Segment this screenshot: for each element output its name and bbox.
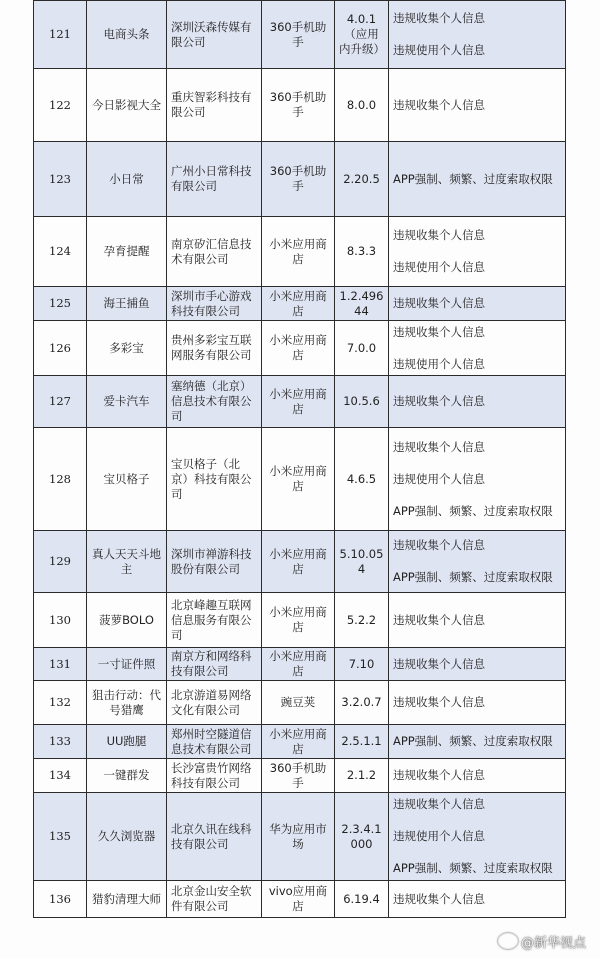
app-store-cell: [262, 1, 335, 69]
issue-item: 违规收集个人信息: [393, 695, 485, 709]
row-number: 134: [49, 768, 71, 782]
app-store: 360手机助手: [269, 19, 327, 49]
issue-item: 违规收集个人信息: [393, 11, 485, 25]
app-name: 电商头条: [103, 27, 150, 41]
row-number: 128: [49, 471, 71, 486]
app-version-cell: [335, 287, 389, 321]
table-row: [34, 725, 566, 759]
table-row: [34, 593, 566, 648]
issues-cell: [389, 1, 566, 69]
app-name-cell: [87, 793, 167, 881]
app-name-cell: [87, 759, 167, 793]
table-row: [34, 428, 566, 531]
app-name: 今日影视大全: [92, 97, 161, 112]
app-version: 2.20.5: [343, 171, 380, 186]
app-version: 4.0.1（应用内升级）: [339, 12, 385, 56]
app-name-cell: [87, 531, 167, 593]
issue-item: 违规收集个人信息: [393, 891, 485, 906]
app-name: 海王捕鱼: [103, 296, 150, 310]
app-name-cell: [87, 287, 167, 321]
app-name: 多彩宝: [109, 340, 144, 355]
app-name: 久久浏览器: [97, 829, 156, 843]
developer-name: 贵州多彩宝互联网服务有限公司: [171, 333, 252, 362]
issue-item: 违规收集个人信息: [393, 797, 485, 811]
app-version-cell: [335, 793, 389, 881]
issue-item: 违规收集个人信息: [393, 97, 485, 112]
developer-name: 南京矽汇信息技术有限公司: [171, 236, 252, 266]
row-number-cell: [34, 759, 87, 793]
issues-cell: [389, 69, 566, 142]
row-number: 122: [49, 97, 71, 112]
table-row: [34, 321, 566, 376]
app-name-cell: [87, 142, 167, 217]
row-number-cell: [34, 593, 87, 648]
issue-item: 违规使用个人信息: [393, 471, 485, 486]
app-version: 2.3.4.1000: [341, 821, 382, 851]
issues-cell: [389, 593, 566, 648]
app-store-cell: [262, 142, 335, 217]
app-store-cell: [262, 681, 335, 725]
table-row: [34, 531, 566, 593]
issues-cell: [389, 428, 566, 531]
app-name-cell: [87, 1, 167, 69]
issues-cell: [389, 881, 566, 918]
developer-name-cell: [167, 287, 262, 321]
app-name-cell: [87, 321, 167, 376]
developer-name: 长沙富贵竹网络科技有限公司: [171, 760, 252, 790]
app-store-cell: [262, 759, 335, 793]
row-number-cell: [34, 376, 87, 428]
issue-item: APP强制、频繁、过度索取权限: [393, 503, 553, 518]
developer-name: 北京金山安全软件有限公司: [171, 884, 252, 913]
developer-name: 广州小日常科技有限公司: [171, 164, 252, 193]
developer-name-cell: [167, 217, 262, 287]
app-store-cell: [262, 321, 335, 376]
app-version: 10.5.6: [343, 394, 380, 408]
watermark-text: @新华视点: [520, 936, 586, 951]
developer-name-cell: [167, 793, 262, 881]
row-number: 127: [49, 394, 71, 408]
app-version-cell: [335, 759, 389, 793]
issue-item: APP强制、频繁、过度索取权限: [393, 861, 553, 875]
app-store: vivo应用商店: [268, 884, 328, 913]
app-version: 5.2.2: [346, 612, 377, 627]
issue-item: 违规使用个人信息: [393, 260, 485, 274]
issue-item: 违规收集个人信息: [393, 538, 485, 552]
developer-name-cell: [167, 1, 262, 69]
row-number-cell: [34, 287, 87, 321]
developer-name-cell: [167, 725, 262, 759]
app-name-cell: [87, 681, 167, 725]
issue-item: APP强制、频繁、过度索取权限: [393, 171, 553, 186]
developer-name: 北京游道易网络文化有限公司: [171, 687, 252, 717]
issues-cell: [389, 793, 566, 881]
app-name-cell: [87, 725, 167, 759]
app-store: 小米应用商店: [269, 726, 327, 756]
app-version: 6.19.4: [343, 891, 380, 906]
app-store: 华为应用市场: [269, 821, 327, 851]
app-version-cell: [335, 881, 389, 918]
issues-cell: [389, 725, 566, 759]
developer-name-cell: [167, 321, 262, 376]
developer-name: 南京方和网络科技有限公司: [171, 649, 252, 678]
app-name: 菠萝BOLO: [99, 612, 154, 627]
app-version-cell: [335, 217, 389, 287]
row-number: 131: [49, 656, 71, 671]
issue-item: APP强制、频繁、过度索取权限: [393, 734, 553, 748]
app-store-cell: [262, 793, 335, 881]
app-store: 小米应用商店: [269, 288, 327, 318]
issue-item: 违规收集个人信息: [393, 612, 485, 627]
issue-item: 违规收集个人信息: [393, 228, 485, 242]
app-version: 8.3.3: [346, 244, 377, 258]
developer-name: 深圳市禅游科技股份有限公司: [171, 546, 252, 576]
table-row: [34, 217, 566, 287]
app-store-cell: [262, 881, 335, 918]
table-row: [34, 142, 566, 217]
row-number: 132: [49, 695, 71, 709]
table-row: [34, 1, 566, 69]
developer-name: 深圳市手心游戏科技有限公司: [171, 288, 252, 318]
app-version: 4.6.5: [346, 471, 377, 486]
app-version-cell: [335, 681, 389, 725]
app-name-cell: [87, 428, 167, 531]
row-number-cell: [34, 681, 87, 725]
developer-name-cell: [167, 593, 262, 648]
developer-name: 北京峰趣互联网信息服务有限公司: [171, 597, 252, 642]
app-store: 小米应用商店: [269, 333, 327, 362]
app-store: 360手机助手: [269, 90, 327, 119]
issue-item: 违规使用个人信息: [393, 356, 485, 371]
app-store-cell: [262, 376, 335, 428]
issue-item: 违规收集个人信息: [393, 394, 485, 408]
issue-item: APP强制、频繁、过度索取权限: [393, 570, 553, 584]
issues-cell: [389, 142, 566, 217]
app-name-cell: [87, 376, 167, 428]
app-name: 猎豹清理大师: [92, 891, 161, 906]
developer-name-cell: [167, 531, 262, 593]
app-store-cell: [262, 593, 335, 648]
weibo-logo-icon: [498, 933, 518, 949]
app-store-cell: [262, 69, 335, 142]
app-name: UU跑腿: [106, 734, 147, 748]
row-number: 129: [49, 554, 71, 568]
app-violation-table: [33, 0, 566, 918]
row-number-cell: [34, 648, 87, 681]
app-version: 5.10.054: [339, 546, 384, 576]
app-store-cell: [262, 428, 335, 531]
row-number: 136: [49, 891, 71, 906]
app-version: 2.5.1.1: [341, 734, 382, 748]
issue-item: 违规收集个人信息: [393, 656, 485, 671]
app-version: 2.1.2: [346, 768, 377, 782]
table-row: [34, 376, 566, 428]
issues-cell: [389, 759, 566, 793]
app-version: 7.10: [348, 656, 375, 671]
issues-cell: [389, 217, 566, 287]
app-version-cell: [335, 142, 389, 217]
issue-item: 违规收集个人信息: [393, 324, 485, 339]
app-version: 8.0.0: [346, 97, 377, 112]
app-store-cell: [262, 287, 335, 321]
issue-item: 违规使用个人信息: [393, 43, 485, 57]
row-number-cell: [34, 321, 87, 376]
row-number: 124: [49, 244, 71, 258]
row-number-cell: [34, 793, 87, 881]
app-store: 豌豆荚: [280, 695, 316, 709]
table-row: [34, 287, 566, 321]
developer-name-cell: [167, 681, 262, 725]
app-version-cell: [335, 428, 389, 531]
developer-name-cell: [167, 648, 262, 681]
row-number: 135: [49, 829, 71, 843]
app-store: 小米应用商店: [269, 236, 327, 266]
developer-name-cell: [167, 881, 262, 918]
issues-cell: [389, 531, 566, 593]
issues-cell: [389, 287, 566, 321]
app-name: 狙击行动：代号猎鹰: [92, 687, 161, 717]
issues-cell: [389, 648, 566, 681]
row-number: 123: [49, 171, 71, 186]
watermark: [498, 932, 586, 951]
row-number-cell: [34, 142, 87, 217]
row-number-cell: [34, 1, 87, 69]
issue-item: 违规使用个人信息: [393, 829, 485, 843]
app-name: 孕育提醒: [103, 244, 150, 258]
row-number: 121: [49, 27, 71, 41]
app-version: 1.2.49644: [339, 288, 384, 318]
developer-name-cell: [167, 142, 262, 217]
developer-name: 塞纳德（北京）信息技术有限公司: [171, 379, 252, 423]
app-store: 360手机助手: [269, 164, 327, 193]
app-version: 3.2.0.7: [341, 695, 382, 709]
app-store: 小米应用商店: [269, 649, 327, 678]
table-row: [34, 881, 566, 918]
row-number-cell: [34, 217, 87, 287]
app-store: 小米应用商店: [269, 386, 327, 416]
issues-cell: [389, 321, 566, 376]
issue-item: 违规收集个人信息: [393, 768, 485, 782]
app-store: 小米应用商店: [269, 464, 327, 493]
app-version-cell: [335, 593, 389, 648]
table-row: [34, 681, 566, 725]
table-row: [34, 759, 566, 793]
app-version-cell: [335, 1, 389, 69]
app-version-cell: [335, 69, 389, 142]
row-number: 125: [49, 296, 71, 310]
developer-name-cell: [167, 428, 262, 531]
app-version: 7.0.0: [346, 340, 377, 355]
developer-name: 宝贝格子（北京）科技有限公司: [171, 456, 252, 501]
app-name-cell: [87, 593, 167, 648]
row-number-cell: [34, 881, 87, 918]
table-row: [34, 648, 566, 681]
app-store: 360手机助手: [269, 760, 327, 790]
row-number: 126: [49, 340, 71, 355]
app-store: 小米应用商店: [269, 546, 327, 576]
issues-cell: [389, 376, 566, 428]
issues-cell: [389, 681, 566, 725]
app-store-cell: [262, 531, 335, 593]
issue-item: 违规收集个人信息: [393, 296, 485, 310]
issue-item: 违规收集个人信息: [393, 439, 485, 454]
developer-name-cell: [167, 69, 262, 142]
row-number-cell: [34, 725, 87, 759]
app-name-cell: [87, 217, 167, 287]
app-version-cell: [335, 376, 389, 428]
developer-name: 深圳沃森传媒有限公司: [171, 19, 252, 49]
app-name-cell: [87, 648, 167, 681]
app-store-cell: [262, 217, 335, 287]
app-version-cell: [335, 725, 389, 759]
table-row: [34, 69, 566, 142]
app-name: 一寸证件照: [97, 656, 156, 671]
app-name: 宝贝格子: [103, 471, 150, 486]
row-number-cell: [34, 69, 87, 142]
app-version-cell: [335, 648, 389, 681]
app-version-cell: [335, 321, 389, 376]
developer-name: 重庆智彩科技有限公司: [171, 90, 252, 119]
app-store-cell: [262, 648, 335, 681]
app-name: 小日常: [109, 171, 144, 186]
row-number: 133: [49, 734, 71, 748]
app-name-cell: [87, 69, 167, 142]
developer-name-cell: [167, 759, 262, 793]
app-store-cell: [262, 725, 335, 759]
row-number-cell: [34, 428, 87, 531]
table-body: [34, 1, 566, 918]
developer-name-cell: [167, 376, 262, 428]
row-number-cell: [34, 531, 87, 593]
row-number: 130: [49, 612, 71, 627]
app-name: 真人天天斗地主: [92, 546, 161, 576]
developer-name: 郑州时空隧道信息技术有限公司: [171, 726, 252, 756]
app-version-cell: [335, 531, 389, 593]
app-name: 爱卡汽车: [103, 394, 150, 408]
developer-name: 北京久讯在线科技有限公司: [171, 821, 252, 851]
app-store: 小米应用商店: [269, 605, 327, 634]
app-name: 一键群发: [103, 768, 150, 782]
table-row: [34, 793, 566, 881]
app-name-cell: [87, 881, 167, 918]
